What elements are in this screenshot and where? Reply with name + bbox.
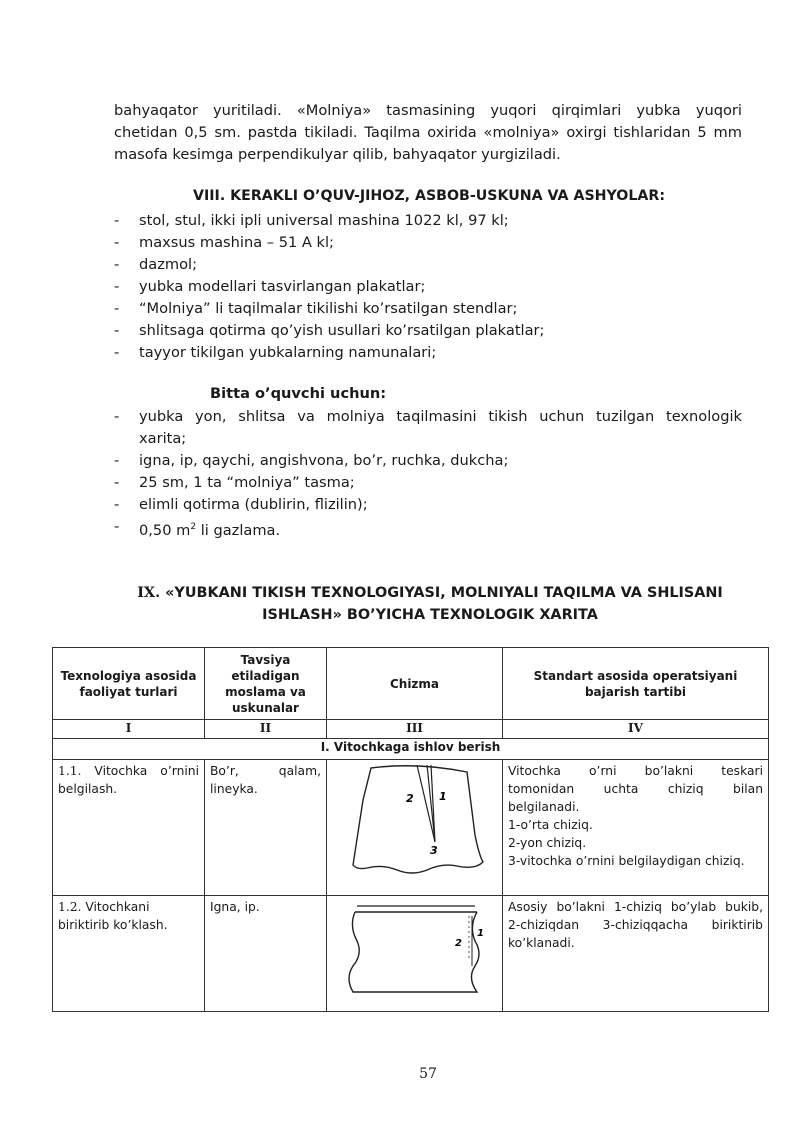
list-item: - “Molniya” li taqilmalar tikilishi ko’rsatilgan stendlar; <box>114 300 518 317</box>
column-header: Texnologiya asosida faoliyat turlari <box>53 648 205 720</box>
list-item: - stol, stul, ikki ipli universal mashina 1022 kl, 97 kl; <box>114 212 509 229</box>
diagram-label: 1 <box>477 928 484 939</box>
list-item: - elimli qotirma (dublirin, flizilin); <box>114 496 368 513</box>
description-cell: Asosiy bo’lakni 1-chiziq bo’ylab bukib, 2-chiziqdan 3-chiziqqacha biriktirib ko’klanadi. <box>503 896 769 1012</box>
diagram-label: 1 <box>439 790 447 803</box>
technology-table <box>52 647 769 1012</box>
intro-paragraph <box>114 100 742 166</box>
list-item: - dazmol; <box>114 256 197 273</box>
column-number: II <box>205 720 327 739</box>
student-subheading: Bitta o’quvchi uchun: <box>210 385 387 402</box>
list-item: - igna, ip, qaychi, angishvona, bo’r, ruchka, dukcha; <box>114 452 509 469</box>
activity-cell: 1.1. Vitochka o’rnini belgilash. <box>53 760 205 896</box>
diagram-cell <box>327 760 503 896</box>
list-item: - maxsus mashina – 51 A kl; <box>114 234 334 251</box>
list-item: - yubka yon, shlitsa va molniya taqilmasini tikish uchun tuzilgan texnologik xarita; <box>114 408 742 447</box>
diagram-label: 3 <box>430 844 438 857</box>
intro-line-2: chetidan 0,5 sm. pastda tikiladi. Taqilma oxirida «molniya» oxirgi tishlaridan 5 mm <box>114 124 742 141</box>
section-8-list <box>114 210 742 364</box>
section-9-title: IX. «YUBKANI TIKISH TEXNOLOGIYASI, MOLNIYALI TAQILMA VA SHLISANI ISHLASH» BO’YICHA TEXNOLOGIK XARITA <box>137 584 723 623</box>
diagram-label: 2 <box>406 792 414 805</box>
tools-cell: Igna, ip. <box>205 896 327 1012</box>
column-number: III <box>327 720 503 739</box>
list-item: - shlitsaga qotirma qo’yish usullari ko’rsatilgan plakatlar; <box>114 322 545 339</box>
stage-title: I. Vitochkaga ishlov berish <box>53 739 769 760</box>
section-8-title: VIII. KERAKLI O’QUV-JIHOZ, ASBOB-USKUNA VA ASHYOLAR: <box>193 188 665 204</box>
skirt-panel-dart-diagram <box>327 760 503 890</box>
column-header: Tavsiya etiladigan moslama va uskunalar <box>205 648 327 720</box>
list-item: - tayyor tikilgan yubkalarning namunalari; <box>114 344 437 361</box>
student-list <box>114 406 742 542</box>
column-header: Chizma <box>327 648 503 720</box>
tools-cell: Bo’r, qalam, lineyka. <box>205 760 327 896</box>
list-item: - yubka modellari tasvirlangan plakatlar; <box>114 278 426 295</box>
intro-line-3: masofa kesimga perpendikulyar qilib, bahyaqator yurgiziladi. <box>114 146 561 163</box>
table-row <box>53 760 769 896</box>
diagram-label: 2 <box>455 938 462 949</box>
list-item: - 0,50 $m^2$ li gazlama. <box>114 518 281 539</box>
activity-cell: 1.2. Vitochkani biriktirib ko’klash. <box>53 896 205 1012</box>
column-header: Standart asosida operatsiyani bajarish tartibi <box>503 648 769 720</box>
description-cell: Vitochka o’rni bo’lakni teskari tomonidan uchta chiziq bilan belgilanadi. 1-o’rta chiziq. 2-yon chiziq. 3-vitochka o’rnini belgilaydigan chiziq. <box>503 760 769 896</box>
column-number: IV <box>503 720 769 739</box>
page-number: 57 <box>419 1066 437 1082</box>
list-item: - 25 sm, 1 ta “molniya” tasma; <box>114 474 355 491</box>
diagram-cell <box>327 896 503 1012</box>
table-row <box>53 896 769 1012</box>
column-number: I <box>53 720 205 739</box>
dart-basting-diagram <box>327 896 503 1006</box>
intro-line-1: bahyaqator yuritiladi. «Molniya» tasmasining yuqori qirqimlari yubka yuqori <box>114 102 742 119</box>
